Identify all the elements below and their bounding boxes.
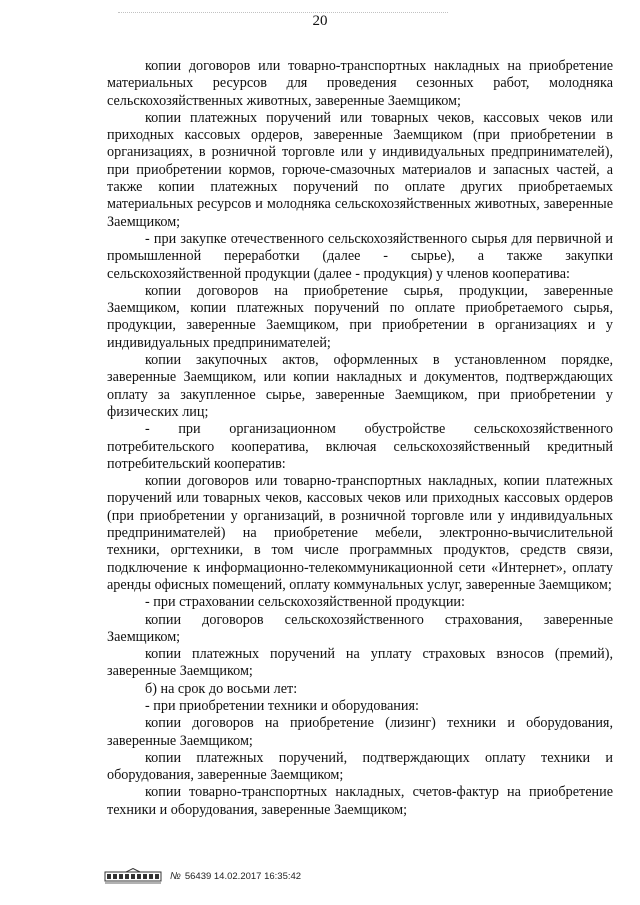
paragraph: - при приобретении техники и оборудования: (145, 697, 419, 714)
paragraph: копии платежных поручений, подтверждающих оплату техники и оборудования, заверенные Заемщиком; (107, 749, 613, 784)
paragraph: копии товарно-транспортных накладных, счетов-фактур на приобретение техники и оборудования, заверенные Заемщиком; (107, 784, 613, 818)
paragraph: б) на срок до восьми лет: (145, 680, 298, 697)
paragraph: копии платежных поручений на уплату страховых взносов (премий), заверенные Заемщиком; (107, 646, 613, 680)
doc-number-sign: № (170, 870, 181, 882)
page-number: 20 (312, 13, 328, 29)
paragraph: копии платежных поручений или товарных чеков, кассовых чеков или приходных кассовых ордеров, заверенные Заемщиком (при приобретении в организациях, в розничной торговле или у индивидуальных предпринимателей), при приобретении кормов, горюче-смазочных материалов и запасных частей, а также копии платежных поручений по оплате других приобретаемых материальных ресурсов и молодняка сельскохозяйственных животных, заверенные Заемщиком; (107, 109, 613, 230)
registration-stamp: 56439 14.02.2017 16:35:42 (184, 870, 302, 882)
paragraph: - при закупке отечественного сельскохозяйственного сырья для первичной и промышленной переработки (далее - сырье), а также закупки сельскохозяйственной продукции (далее - продукция) у членов кооператива: (107, 230, 613, 282)
paragraph: - при организационном обустройстве сельскохозяйственного потребительского кооператива, включая сельскохозяйственный кредитный потребительский кооператив: (107, 421, 613, 472)
document-footer (104, 866, 301, 886)
paragraph: копии договоров или товарно-транспортных накладных, копии платежных поручений или товарных чеков, кассовых чеков или приходных кассовых ордеров (при приобретении у организаций, в розничной торговле или у индивидуальных предпринимателей) на приобретение мебели, электронно-вычислительной техники, оргтехники, в том числе программных продуктов, средств связи, подключение к информационно-телекоммуникационной сети «Интернет», оплату аренды офисных помещений, оплату коммунальных услуг, заверенные Заемщиком; (107, 473, 613, 593)
paragraph: копии договоров на приобретение (лизинг) техники и оборудования, заверенные Заемщиком; (107, 715, 613, 749)
paragraph: копии договоров на приобретение сырья, продукции, заверенные Заемщиком, копии платежных поручений по оплате приобретаемого сырья, продукции, заверенные Заемщиком, при приобретении в организациях и у индивидуальных предпринимателей; (107, 282, 613, 351)
paragraph: - при страховании сельскохозяйственной продукции: (145, 594, 465, 611)
document-body (107, 58, 613, 819)
paragraph: копии договоров сельскохозяйственного страхования, заверенные Заемщиком; (107, 611, 613, 645)
registry-seal-icon (104, 868, 162, 884)
paragraph: копии договоров или товарно-транспортных накладных на приобретение материальных ресурсов для проведения сезонных работ, молодняка сельскохозяйственных животных, заверенные Заемщиком; (107, 58, 613, 109)
paragraph: копии закупочных актов, оформленных в установленном порядке, заверенные Заемщиком, или копии накладных и документов, подтверждающих оплату за закупленное сырье, заверенные Заемщиком, при приобретении у физических лиц; (107, 352, 613, 420)
